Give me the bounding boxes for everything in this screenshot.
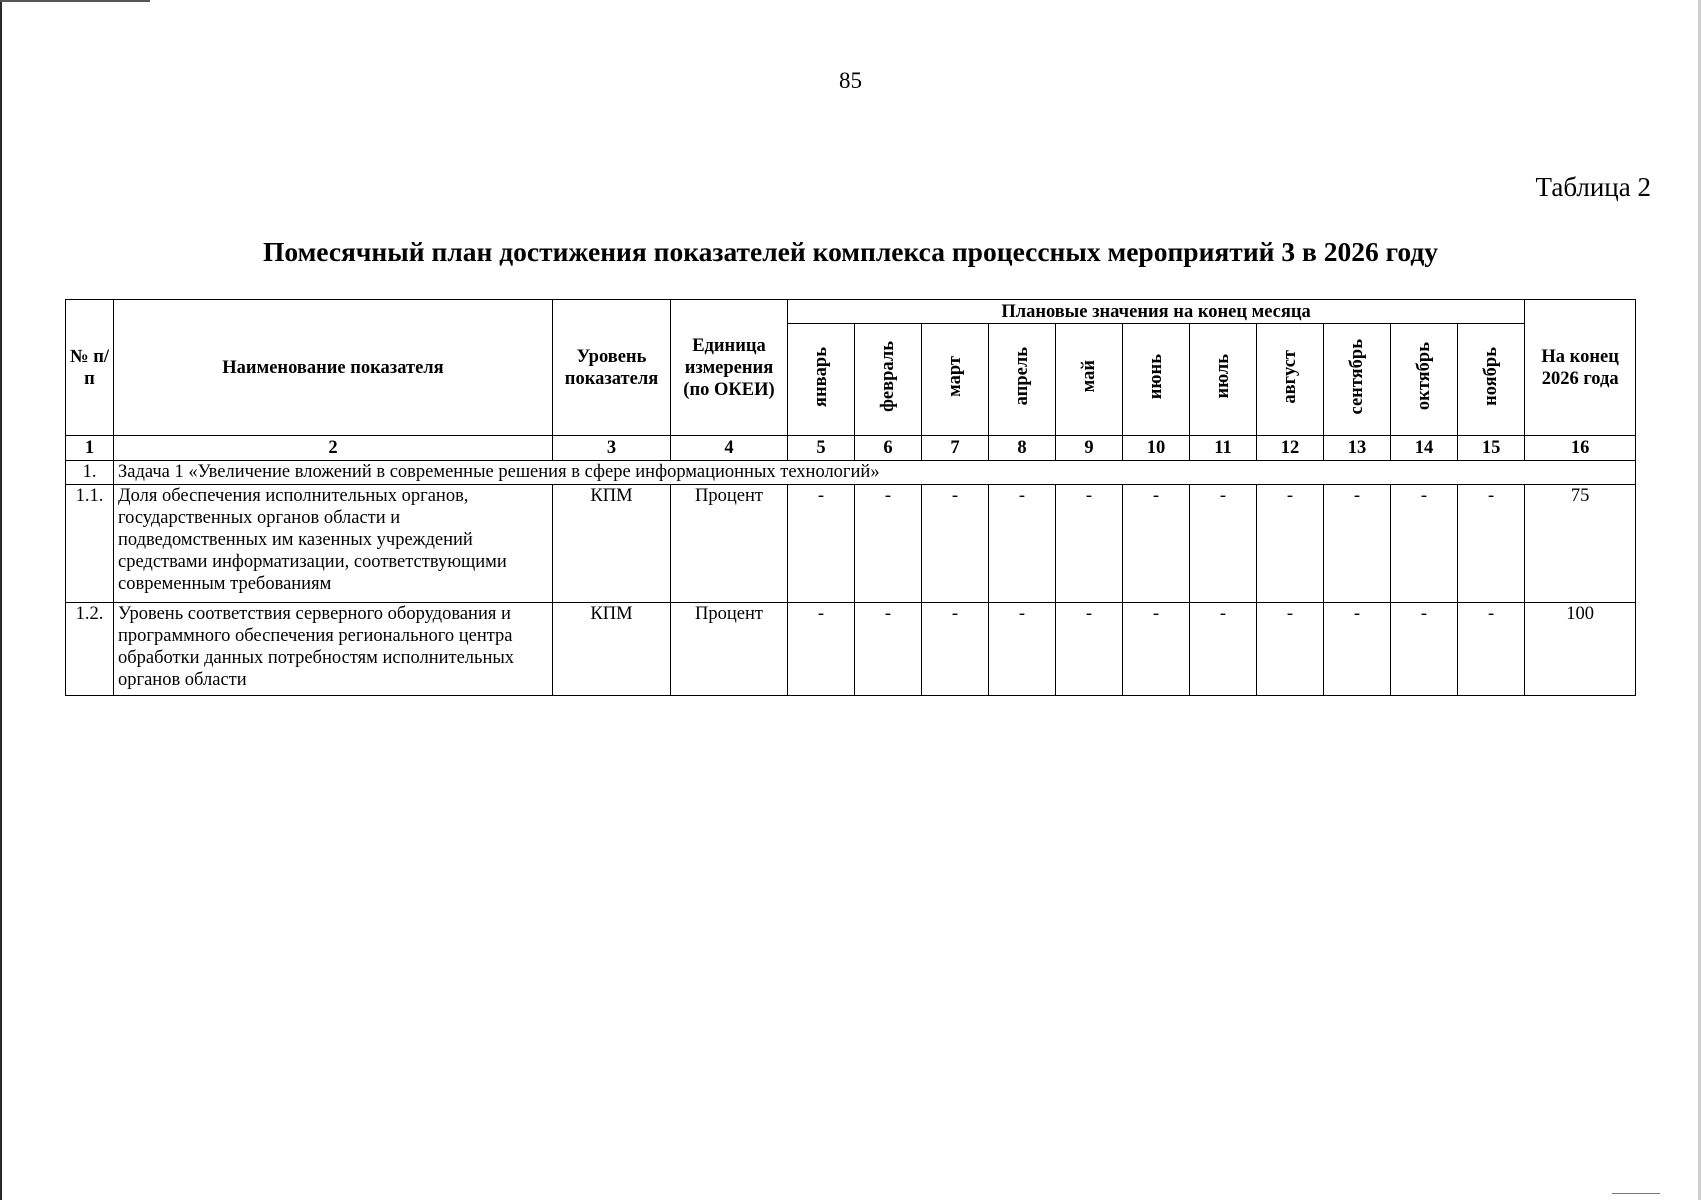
monthly-value: - [1190, 603, 1257, 696]
column-number: 16 [1525, 436, 1636, 461]
indicator-level: КПМ [553, 485, 671, 603]
month-label: январь [811, 346, 831, 407]
column-number: 14 [1391, 436, 1458, 461]
monthly-value: - [1458, 485, 1525, 603]
month-label: май [1079, 360, 1099, 393]
page-number: 85 [839, 68, 862, 93]
column-number: 2 [114, 436, 553, 461]
column-number: 3 [553, 436, 671, 461]
month-header [855, 324, 922, 436]
monthly-value: - [1257, 603, 1324, 696]
month-label: сентябрь [1347, 338, 1367, 415]
indicator-name: Уровень соответствия серверного оборудования и программного обеспечения регионального центра обработки данных потребностям исполнительных органов области [114, 603, 553, 696]
task-text: Задача 1 «Увеличение вложений в современные решения в сфере информационных технологий» [114, 461, 1636, 485]
indicator-unit: Процент [671, 485, 788, 603]
header-planned-values: Плановые значения на конец месяца [788, 300, 1525, 324]
monthly-value: - [1324, 603, 1391, 696]
column-number: 5 [788, 436, 855, 461]
month-header [1257, 324, 1324, 436]
month-label: июнь [1146, 353, 1166, 400]
month-label: ноябрь [1481, 347, 1502, 406]
end-of-year-value: 75 [1525, 485, 1636, 603]
month-label: март [945, 356, 965, 397]
monthly-value: - [922, 603, 989, 696]
monthly-value: - [1123, 485, 1190, 603]
indicator-num: 1.1. [66, 485, 114, 603]
monthly-value: - [1123, 603, 1190, 696]
indicator-level: КПМ [553, 603, 671, 696]
column-number: 8 [989, 436, 1056, 461]
column-number: 13 [1324, 436, 1391, 461]
monthly-value: - [989, 485, 1056, 603]
month-label: февраль [878, 341, 898, 412]
end-of-year-value: 100 [1525, 603, 1636, 696]
monthly-value: - [1056, 603, 1123, 696]
monthly-value: - [1391, 485, 1458, 603]
indicator-name: Доля обеспечения исполнительных органов, государственных органов области и подведомственных им казенных учреждений средствами информатизации, соответствующими современным требованиям [114, 485, 553, 603]
month-label: август [1280, 349, 1300, 404]
month-label: июль [1213, 354, 1233, 399]
month-header [1324, 324, 1391, 436]
task-num: 1. [66, 461, 114, 485]
task-row [66, 461, 1636, 485]
column-number: 12 [1257, 436, 1324, 461]
month-header [1391, 324, 1458, 436]
column-number: 6 [855, 436, 922, 461]
monthly-value: - [1324, 485, 1391, 603]
header-num: № п/п [66, 300, 114, 436]
column-number: 9 [1056, 436, 1123, 461]
monthly-value: - [1190, 485, 1257, 603]
month-label: апрель [1012, 347, 1032, 406]
column-number: 15 [1458, 436, 1525, 461]
monthly-value: - [1257, 485, 1324, 603]
plan-table [65, 299, 1636, 696]
column-numbers-row [66, 436, 1636, 461]
header-row [66, 300, 1636, 324]
header-unit: Единица измерения (по ОКЕИ) [671, 300, 788, 436]
monthly-value: - [989, 603, 1056, 696]
table-row [66, 485, 1636, 603]
header-level: Уровень показателя [553, 300, 671, 436]
month-header [1190, 324, 1257, 436]
column-number: 10 [1123, 436, 1190, 461]
indicator-unit: Процент [671, 603, 788, 696]
month-label: октябрь [1414, 342, 1434, 411]
monthly-value: - [922, 485, 989, 603]
header-name: Наименование показателя [114, 300, 553, 436]
column-number: 4 [671, 436, 788, 461]
column-number: 1 [66, 436, 114, 461]
table-row [66, 603, 1636, 696]
header-end-of-year: На конец 2026 года [1525, 300, 1636, 436]
monthly-value: - [788, 485, 855, 603]
scan-mark-bottom [1612, 1193, 1660, 1194]
indicator-num: 1.2. [66, 603, 114, 696]
document-title: Помесячный план достижения показателей комплекса процессных мероприятий 3 в 2026 году [262, 236, 1439, 267]
month-header [1056, 324, 1123, 436]
column-number: 11 [1190, 436, 1257, 461]
monthly-value: - [1391, 603, 1458, 696]
monthly-value: - [855, 603, 922, 696]
monthly-value: - [855, 485, 922, 603]
month-header [1458, 324, 1525, 436]
monthly-value: - [1056, 485, 1123, 603]
column-number: 7 [922, 436, 989, 461]
monthly-value: - [1458, 603, 1525, 696]
month-header [788, 324, 855, 436]
monthly-value: - [788, 603, 855, 696]
month-header [989, 324, 1056, 436]
month-header [1123, 324, 1190, 436]
scan-edge-top [0, 0, 150, 2]
scan-edge-left [0, 0, 2, 1200]
month-header [922, 324, 989, 436]
table-label: Таблица 2 [1535, 172, 1651, 202]
